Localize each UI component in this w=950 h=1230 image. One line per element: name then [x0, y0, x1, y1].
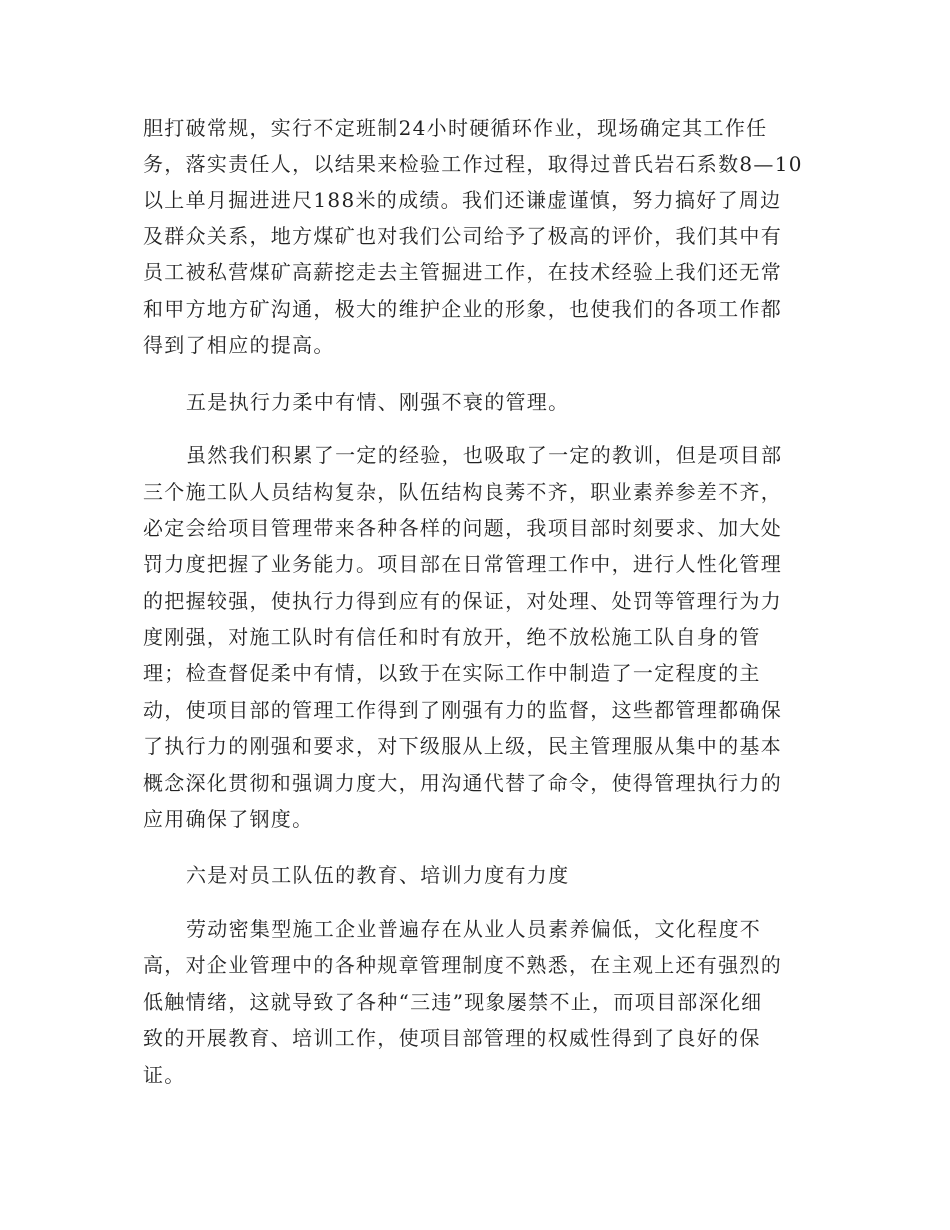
- text-line: 员工被私营煤矿高薪挖走去主管掘进工作，在技术经验上我们还无常: [143, 260, 782, 284]
- text-line: 的把握较强，使执行力得到应有的保证，对处理、处罚等管理行为力: [143, 589, 782, 613]
- section-heading: 五是执行力柔中有情、刚强不衰的管理。: [186, 390, 570, 414]
- text-line: 和甲方地方矿沟通，极大的维护企业的形象，也使我们的各项工作都: [143, 297, 782, 321]
- text-line: 低触情绪，这就导致了各种“三违”现象屡禁不止，而项目部深化细: [143, 990, 763, 1014]
- text-line: 罚力度把握了业务能力。项目部在日常管理工作中，进行人性化管理: [143, 552, 782, 576]
- text-line: 必定会给项目管理带来各种各样的问题，我项目部时刻要求、加大处: [143, 516, 782, 540]
- text-line: 了执行力的刚强和要求，对下级服从上级，民主管理服从集中的基本: [143, 734, 782, 758]
- text-line: 致的开展教育、培训工作，使项目部管理的权威性得到了良好的保: [143, 1026, 761, 1050]
- text-line: 应用确保了钢度。: [143, 807, 314, 831]
- text-line: 高，对企业管理中的各种规章管理制度不熟悉，在主观上还有强烈的: [143, 953, 782, 977]
- text-line: 三个施工队人员结构复杂，队伍结构良莠不齐，职业素养参差不齐，: [143, 480, 782, 504]
- text-line: 虽然我们积累了一定的经验，也吸取了一定的教训，但是项目部: [186, 443, 783, 467]
- text-line: 务，落实责任人，以结果来检验工作过程，取得过普氏岩石系数8—10: [143, 152, 803, 176]
- text-line: 得到了相应的提高。: [143, 333, 335, 357]
- text-line: 概念深化贯彻和强调力度大，用沟通代替了命令，使得管理执行力的: [143, 771, 782, 795]
- text-line: 及群众关系，地方煤矿也对我们公司给予了极高的评价，我们其中有: [143, 224, 782, 248]
- text-line: 动，使项目部的管理工作得到了刚强有力的监督，这些都管理都确保: [143, 698, 782, 722]
- section-heading: 六是对员工队伍的教育、培训力度有力度: [186, 863, 570, 887]
- text-line: 理；检查督促柔中有情，以致于在实际工作中制造了一定程度的主: [143, 661, 761, 685]
- text-line: 证。: [143, 1063, 186, 1087]
- text-line: 劳动密集型施工企业普遍存在从业人员素养偏低，文化程度不: [186, 917, 762, 941]
- text-line: 以上单月掘进进尺188米的成绩。我们还谦虚谨慎，努力搞好了周边: [143, 188, 782, 212]
- text-line: 胆打破常规，实行不定班制24小时硬循环作业，现场确定其工作任: [143, 116, 768, 140]
- text-line: 度刚强，对施工队时有信任和时有放开，绝不放松施工队自身的管: [143, 625, 761, 649]
